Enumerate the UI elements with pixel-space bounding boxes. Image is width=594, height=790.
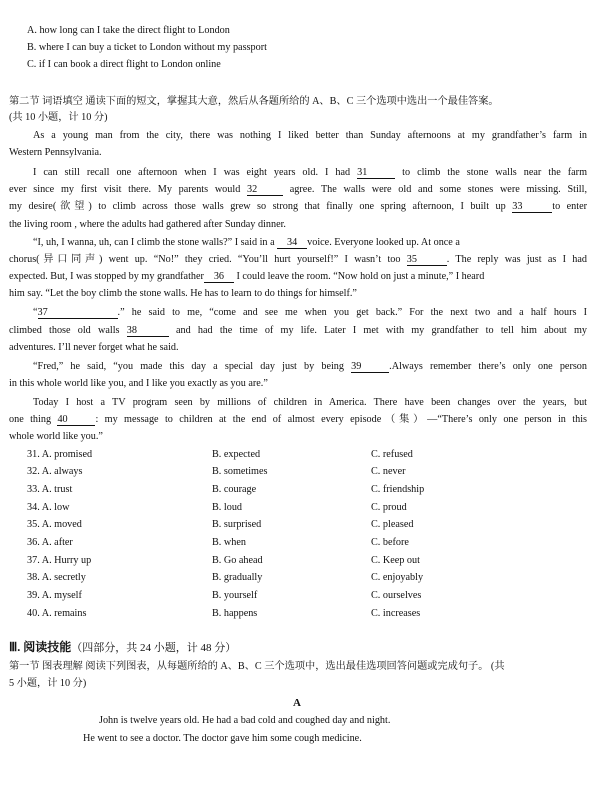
passage-text: agree. The walls were old and some stones were missing. Still, xyxy=(283,184,588,195)
passage-p3-line3 xyxy=(9,270,587,283)
passage-p3-line1 xyxy=(9,236,587,249)
choice-b: B. sometimes xyxy=(212,466,268,477)
section3-sub-header-score: 5 小题，计 10 分) xyxy=(9,678,87,689)
choice-c: C. never xyxy=(371,466,406,477)
blank-40: 40 xyxy=(57,414,95,426)
passage-p5-line1 xyxy=(9,360,587,373)
blank-31: 31 xyxy=(357,167,395,179)
story-line-2: He went to see a doctor. The doctor gave him some cough medicine. xyxy=(83,733,362,744)
passage-p5-line2: in this whole world like you, and I like you exactly as you are.” xyxy=(9,378,268,389)
choice-b: B. loud xyxy=(212,502,243,513)
choice-a: 34. A. low xyxy=(27,502,70,513)
passage-text: and had the time of my life. Later I met with my grandfather to tell him about my xyxy=(168,325,587,336)
passage-p2-line1 xyxy=(9,166,587,179)
story-line-1: John is twelve years old. He had a bad cold and coughed day and night. xyxy=(99,715,391,726)
passage-p6-line1: Today I host a TV program seen by millions of children in America. There have been changes over the years, but xyxy=(33,397,587,408)
choice-a: 31. A. promised xyxy=(27,449,93,460)
choice-b: B. expected xyxy=(212,449,261,460)
passage-text: to climb the stone walls near the farm xyxy=(395,167,587,178)
choice-a: 37. A. Hurry up xyxy=(27,555,92,566)
choice-a: 38. A. secretly xyxy=(27,572,86,583)
choice-c: C. pleased xyxy=(371,519,414,530)
passage-text: climbed those old walls xyxy=(9,325,127,336)
choice-b: B. yourself xyxy=(212,590,258,601)
passage-p3-line2 xyxy=(9,253,587,266)
prev-option-b: B. where I can buy a ticket to London without my passport xyxy=(27,42,267,53)
section3-title: Ⅲ. 阅读技能 xyxy=(9,640,72,654)
passage-p1-line1: As a young man from the city, there was nothing I liked better than Sunday afternoons at my grandfather’s farm in xyxy=(33,130,587,141)
blank-32: 32 xyxy=(247,184,283,196)
choice-b: B. happens xyxy=(212,608,258,619)
passage-text: . The reply was just as I had xyxy=(446,254,587,265)
passage-text: voice. Everyone looked up. At once a xyxy=(307,237,460,248)
section2-header: 第二节 词语填空 通读下面的短文，掌握其大意，然后从各题所给的 A、B、C 三个选项中选出一个最佳答案。 xyxy=(9,96,499,107)
choice-b: B. when xyxy=(212,537,246,548)
choice-b: B. surprised xyxy=(212,519,262,530)
blank-33: 33 xyxy=(512,201,552,213)
passage-text: “Fred,” he said, “you made this day a special day just by being xyxy=(33,361,352,372)
passage-text: my desire(欲望) to climb across those walls grew so strong that finally one spring afternoon, I built up xyxy=(9,201,513,212)
passage-p4-line1 xyxy=(9,306,587,319)
section2-header-score: (共 10 小题，计 10 分) xyxy=(9,112,108,123)
blank-37: 37 xyxy=(38,307,118,319)
choice-c: C. ourselves xyxy=(371,590,422,601)
choice-a: 39. A. myself xyxy=(27,590,82,601)
passage-p2-line2 xyxy=(9,183,587,196)
passage-p6-line2 xyxy=(9,413,587,426)
passage-text: I could leave the room. “Now hold on just a minute,” I heard xyxy=(233,271,485,282)
choice-c: C. enjoyably xyxy=(371,572,424,583)
choice-b: B. courage xyxy=(212,484,257,495)
passage-text: .” he said to me, “come and see me when you get back.” For the next two and a half hours I xyxy=(117,307,587,318)
choice-a: 36. A. after xyxy=(27,537,73,548)
passage-text: “I, uh, I wanna, uh, can I climb the stone walls?” I said in a xyxy=(33,237,278,248)
choice-c: C. friendship xyxy=(371,484,425,495)
passage-text: to enter xyxy=(552,201,587,212)
passage-text: .Always remember there’s only one person xyxy=(389,361,587,372)
passage-text: chorus(异口同声) went up. “No!” they cried. “You’ll hurt yourself!” I wasn’t too xyxy=(9,254,407,265)
choice-b: B. gradually xyxy=(212,572,263,583)
choice-a: 32. A. always xyxy=(27,466,83,477)
prev-option-a: A. how long can I take the direct flight to London xyxy=(27,25,230,36)
passage-text: one thing xyxy=(9,414,58,425)
passage-p1-line2: Western Pennsylvania. xyxy=(9,147,102,158)
choice-a: 35. A. moved xyxy=(27,519,82,530)
blank-36: 36 xyxy=(204,271,234,283)
blank-39: 39 xyxy=(351,361,389,373)
prev-option-c: C. if I can book a direct flight to London online xyxy=(27,59,221,70)
choice-c: C. Keep out xyxy=(371,555,420,566)
passage-text: I can still recall one afternoon when I was eight years old. I had xyxy=(33,167,358,178)
blank-35: 35 xyxy=(407,254,447,266)
blank-38: 38 xyxy=(127,325,169,337)
choice-c: C. increases xyxy=(371,608,421,619)
choice-b: B. Go ahead xyxy=(212,555,263,566)
passage-text: ever since my first visit there. My parents would xyxy=(9,184,248,195)
section3-title-note: （四部分，共 24 小题，计 48 分） xyxy=(71,642,237,654)
passage-p2-line3 xyxy=(9,200,587,213)
passage-text: expected. But, I was stopped by my grandfather xyxy=(9,271,204,282)
blank-34: 34 xyxy=(277,237,307,249)
part-letter: A xyxy=(293,697,301,709)
passage-text: : my message to children at the end of almost every episode（集）—“There’s only one person in this xyxy=(95,414,587,425)
choice-a: 40. A. remains xyxy=(27,608,87,619)
choice-c: C. proud xyxy=(371,502,407,513)
passage-p4-line2 xyxy=(9,324,587,337)
passage-text: “ xyxy=(33,307,38,318)
section3-heading xyxy=(9,640,236,656)
choice-c: C. before xyxy=(371,537,409,548)
passage-p2-line4: the living room , where the adults had gathered after Sunday dinner. xyxy=(9,219,286,230)
passage-p4-line3: adventures. I’ll never forget what he said. xyxy=(9,342,179,353)
choice-c: C. refused xyxy=(371,449,413,460)
section3-sub-header: 第一节 图表理解 阅读下列图表，从每题所给的 A、B、C 三个选项中，选出最佳选项回答问题或完成句子。 (共 xyxy=(9,661,505,672)
passage-p6-line3: whole world like you.” xyxy=(9,431,103,442)
passage-p3-line4: him say. “Let the boy climb the stone walls. He has to learn to do things for himself.” xyxy=(9,288,357,299)
choice-a: 33. A. trust xyxy=(27,484,73,495)
